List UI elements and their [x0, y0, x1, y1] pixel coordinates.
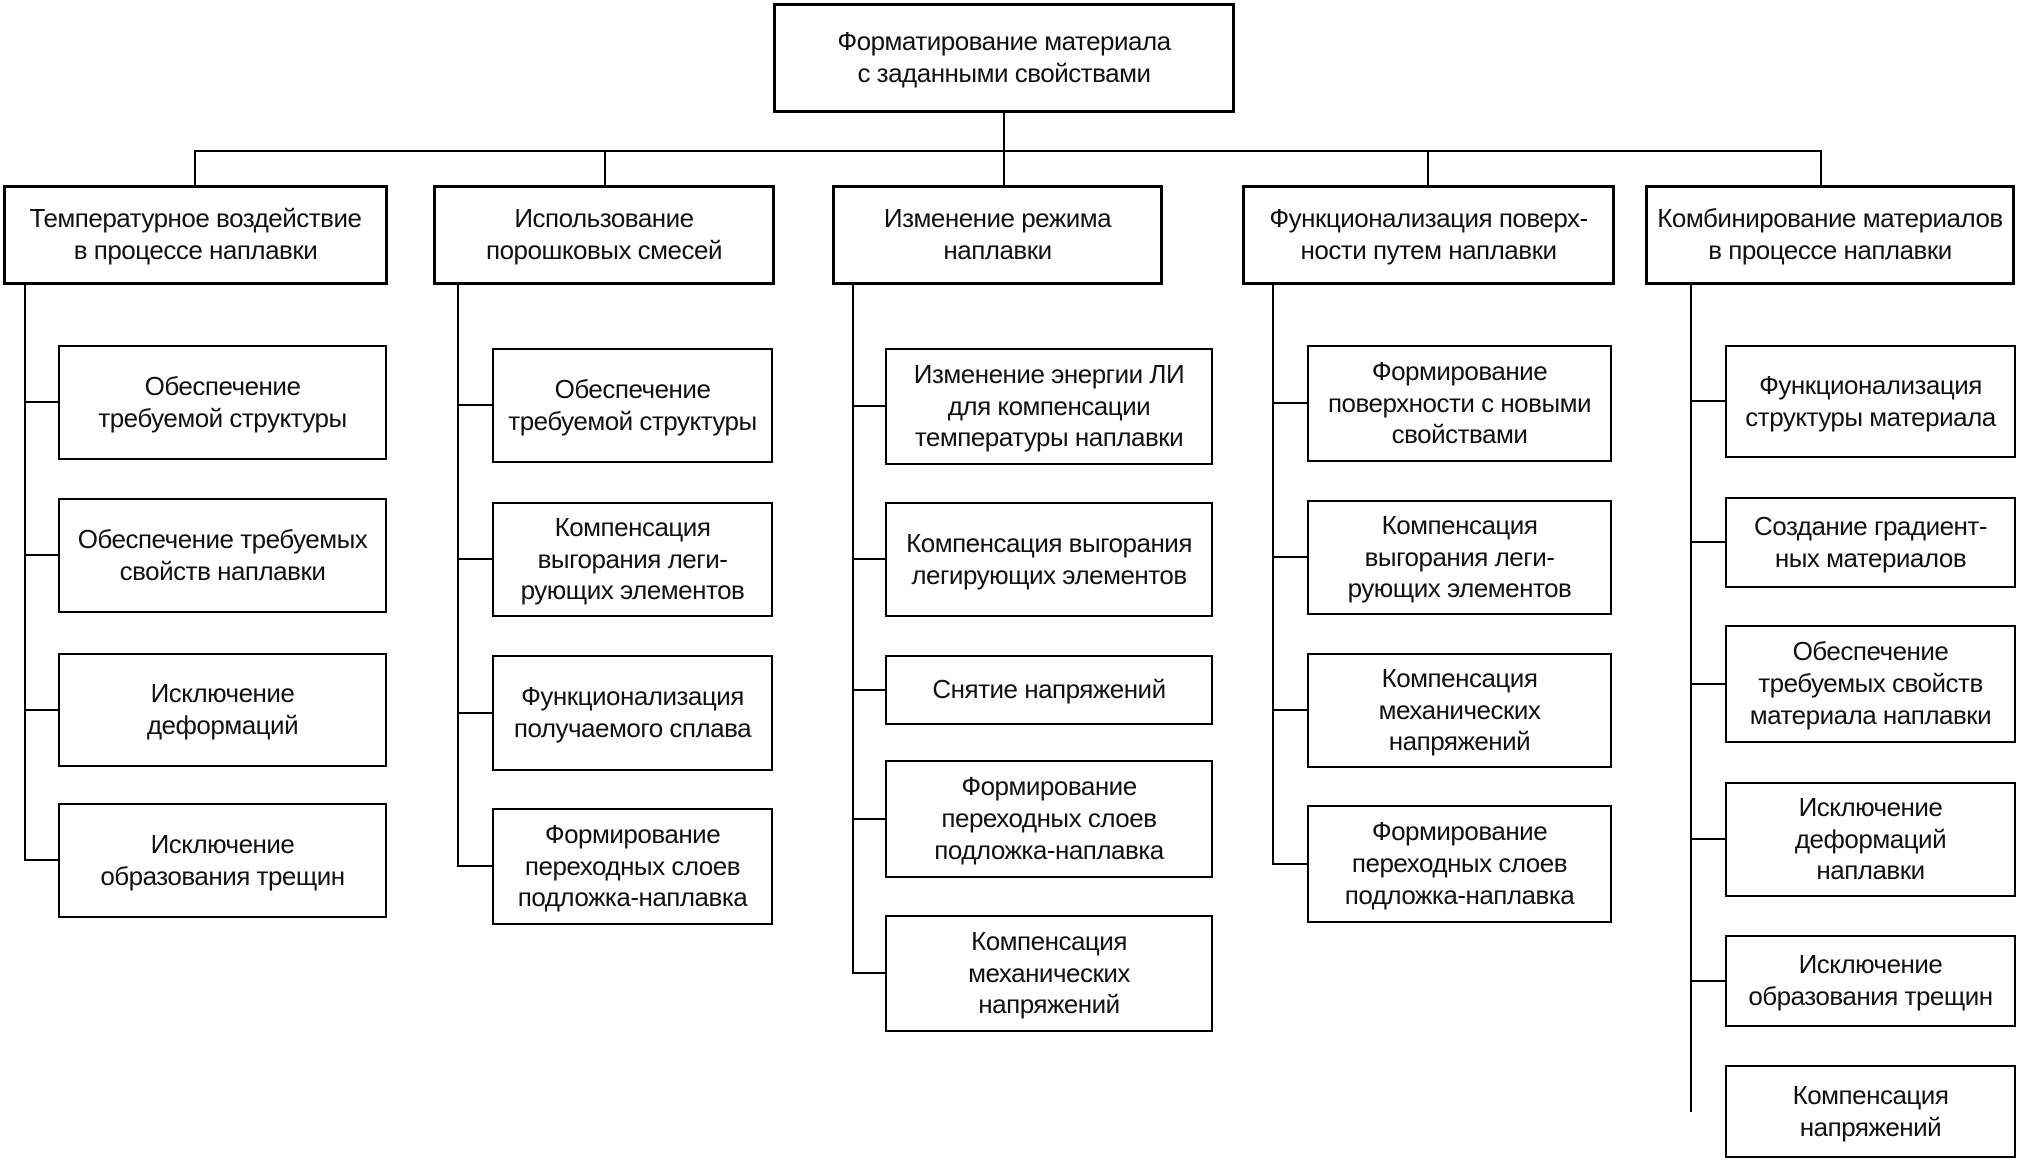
- connector-tick: [852, 818, 885, 820]
- connector-tick: [1272, 402, 1307, 404]
- connector-tick: [24, 401, 58, 403]
- col5-child-2-node: Создание градиент- ных материалов: [1725, 497, 2016, 588]
- col3-child-5-node: Компенсация механических напряжений: [885, 915, 1213, 1032]
- connector-tick: [852, 972, 885, 974]
- connector-col3-spine: [852, 285, 854, 974]
- col5-child-1-node: Функционализация структуры материала: [1725, 345, 2016, 458]
- connector-tick: [1690, 838, 1725, 840]
- connector-tick: [457, 558, 492, 560]
- col5-header-node: Комбинирование материалов в процессе наплавки: [1645, 185, 2015, 285]
- connector-tick: [852, 405, 885, 407]
- connector-col4-spine: [1272, 285, 1274, 865]
- connector-col1-spine: [24, 285, 26, 861]
- connector-tick: [457, 404, 492, 406]
- col4-child-4-node: Формирование переходных слоев подложка-наплавка: [1307, 805, 1612, 923]
- col3-child-1-node: Изменение энергии ЛИ для компенсации температуры наплавки: [885, 348, 1213, 465]
- root-node: Форматирование материала с заданными свойствами: [773, 3, 1235, 113]
- connector-col2-spine: [457, 285, 459, 867]
- connector-tick: [24, 554, 58, 556]
- connector-tick: [852, 558, 885, 560]
- connector-root-stub: [1003, 113, 1005, 185]
- col4-header-node: Функционализация поверх- ности путем наплавки: [1242, 185, 1615, 285]
- connector-col5-stub: [1820, 150, 1822, 185]
- connector-bus: [194, 150, 1822, 152]
- col4-child-3-node: Компенсация механических напряжений: [1307, 653, 1612, 768]
- col3-child-4-node: Формирование переходных слоев подложка-наплавка: [885, 760, 1213, 878]
- col5-child-4-node: Исключение деформаций наплавки: [1725, 782, 2016, 897]
- col5-child-6-node: Компенсация напряжений: [1725, 1065, 2016, 1158]
- connector-tick: [1272, 709, 1307, 711]
- col1-child-1-node: Обеспечение требуемой структуры: [58, 345, 387, 460]
- connector-tick: [852, 689, 885, 691]
- col2-child-2-node: Компенсация выгорания леги- рующих элементов: [492, 502, 773, 617]
- connector-tick: [1690, 683, 1725, 685]
- connector-tick: [1690, 400, 1725, 402]
- connector-col5-spine: [1690, 285, 1692, 1112]
- connector-tick: [457, 712, 492, 714]
- col1-child-3-node: Исключение деформаций: [58, 653, 387, 767]
- connector-col2-stub: [604, 150, 606, 185]
- connector-tick: [1690, 980, 1725, 982]
- col1-child-4-node: Исключение образования трещин: [58, 803, 387, 918]
- col3-header-node: Изменение режима наплавки: [832, 185, 1163, 285]
- col2-child-1-node: Обеспечение требуемой структуры: [492, 348, 773, 463]
- connector-col4-stub: [1427, 150, 1429, 185]
- col5-child-3-node: Обеспечение требуемых свойств материала наплавки: [1725, 625, 2016, 743]
- connector-tick: [24, 859, 58, 861]
- col4-child-1-node: Формирование поверхности с новыми свойствами: [1307, 345, 1612, 462]
- col1-child-2-node: Обеспечение требуемых свойств наплавки: [58, 498, 387, 613]
- connector-tick: [1272, 863, 1307, 865]
- col2-child-3-node: Функционализация получаемого сплава: [492, 655, 773, 771]
- connector-tick: [24, 709, 58, 711]
- connector-col1-stub: [194, 150, 196, 185]
- connector-tick: [1272, 556, 1307, 558]
- col3-child-2-node: Компенсация выгорания легирующих элементов: [885, 502, 1213, 617]
- col5-child-5-node: Исключение образования трещин: [1725, 935, 2016, 1027]
- col3-child-3-node: Снятие напряжений: [885, 655, 1213, 725]
- col4-child-2-node: Компенсация выгорания леги- рующих элементов: [1307, 500, 1612, 615]
- connector-tick: [457, 865, 492, 867]
- col1-header-node: Температурное воздействие в процессе наплавки: [3, 185, 388, 285]
- connector-tick: [1690, 541, 1725, 543]
- col2-child-4-node: Формирование переходных слоев подложка-наплавка: [492, 808, 773, 925]
- col2-header-node: Использование порошковых смесей: [433, 185, 775, 285]
